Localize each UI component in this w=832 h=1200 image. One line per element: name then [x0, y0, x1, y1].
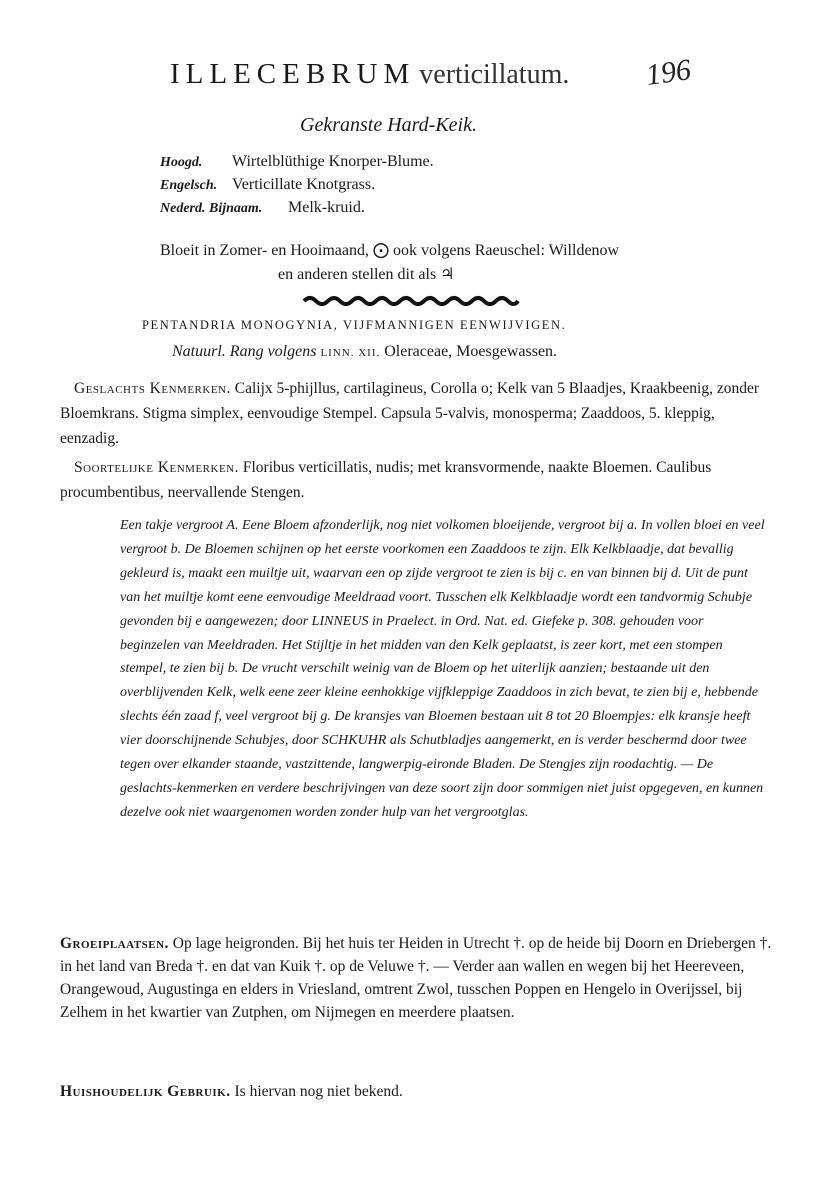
- household-use-heading: Huishoudelijk Gebruik.: [60, 1083, 231, 1100]
- growing-places: [60, 932, 772, 1024]
- title-species-handwritten: verticillatum.: [419, 59, 570, 90]
- name-row-dutch: [160, 197, 434, 220]
- genus-characteristics-heading: Geslachts Kenmerken.: [74, 380, 231, 397]
- title-genus: ILLECEBRUM: [170, 58, 416, 90]
- growing-places-heading: Groeiplaatsen.: [60, 935, 169, 952]
- section-heading: PENTANDRIA MONOGYNIA, VIJFMANNIGEN EENWIJVIGEN.: [142, 318, 567, 332]
- rank-suffix: Oleraceae, Moesgewassen.: [384, 343, 558, 360]
- species-characteristics: [60, 455, 766, 505]
- handwritten-page-number: 196: [643, 53, 694, 92]
- vernacular-names: [160, 151, 434, 220]
- ornament-divider: [302, 294, 520, 306]
- household-use: [60, 1079, 766, 1104]
- name-lang: Nederd. Bijnaam.: [160, 201, 263, 216]
- growing-places-text: Op lage heigronden. Bij het huis ter Heiden in Utrecht †. op de heide bij Doorn en Driebergen †. in het land van Breda †. en dat van Kuik †. op de Veluwe †. — Verder aan wallen en wegen bij het Heereveen, Orangewoud, Augustinga en elders in Vriesland, omtrent Zwol, tusschen Poppen en Hengelo in Overijssel, bij Zelhem in het kwartier van Zutphen, om Nijmegen en meerdere plaatsen.: [60, 935, 772, 1021]
- genus-characteristics: [60, 376, 766, 451]
- name-row-english: [160, 174, 434, 197]
- flowering-note: [160, 239, 619, 287]
- rank-linn: LINN. XII.: [320, 347, 381, 359]
- flowering-line-2: en anderen stellen dit als ♃: [278, 266, 455, 283]
- page-title: [170, 58, 569, 91]
- name-value: Wirtelblüthige Knorper-Blume.: [232, 153, 434, 170]
- page-subtitle: Gekranste Hard-Keik.: [300, 114, 477, 136]
- species-characteristics-heading: Soortelijke Kenmerken.: [74, 459, 239, 476]
- natural-rank: [172, 343, 557, 361]
- name-value: Verticillate Knotgrass.: [232, 176, 376, 193]
- name-row-german: [160, 151, 434, 174]
- name-lang: Hoogd.: [160, 155, 203, 170]
- species-characteristics-text: Floribus verticillatis, nudis; met kransvormende, naakte Bloemen. Caulibus procumbentibus, neervallende Stengen.: [60, 459, 712, 501]
- description-paragraph: Een takje vergroot A. Eene Bloem afzonderlijk, nog niet volkomen bloeijende, vergroot bij a. In vollen bloei en veel vergroot b. De Bloemen schijnen op het eerste voorkomen een Zaaddoos te zijn. Elk Kelkblaadje, dat bevallig gekleurd is, maakt een muiltje uit, waarvan een op zijde vergroot te zien is bij c. en van binnen bij d. Uit de punt van het muiltje komt eene eenvoudige Meeldraad voort. Tusschen elk Kelkblaadje wordt een tandvormig Schubje gevonden bij e aangewezen; door LINNEUS in Praelect. in Ord. Nat. ed. Giefeke p. 308. gehouden voor beginzelen van Meeldraden. Het Stijltje in het midden van den Kelk geplaatst, is zeer kort, met een stompen stempel, te zien bij b. De vrucht verschilt weinig van de Bloem op het uiterlijk aanzien; bestaande uit den overblijvenden Kelk, welk eene zeer kleine eenhokkige vijfkleppige Zaaddoos in zich bevat, te zien bij e, hebbende slechts één zaad f, veel vergroot bij g. De kransjes van Bloemen bestaan uit 8 tot 20 Bloempjes: elk kransje heeft vier doorschijnende Schubjes, door SCHKUHR als Schutbladjes aangemerkt, en is verder beschermd door twee tegen over elkander staande, vastzittende, langwerpig-eironde Bladen. De Stengjes zijn roodachtig. — De geslachts-kenmerken en verdere beschrijvingen van deze soort zijn door sommigen niet juist opgegeven, en kunnen dezelve ook niet waargenomen worden zonder hulp van het vergrootglas.: [120, 518, 765, 820]
- name-lang: Engelsch.: [160, 178, 218, 193]
- name-value: Melk-kruid.: [288, 199, 365, 216]
- genus-characteristics-text: Calijx 5-phijllus, cartilagineus, Corolla o; Kelk van 5 Blaadjes, Kraakbeenig, zonder Bloemkrans. Stigma simplex, eenvoudige Stempel. Capsula 5-valvis, monosperma; Zaaddoos, 5. kleppig, eenzadig.: [60, 380, 760, 447]
- household-use-text: Is hiervan nog niet bekend.: [234, 1083, 403, 1100]
- flowering-line-1: Bloeit in Zomer- en Hooimaand, ⨀ ook volgens Raeuschel: Willdenow: [160, 242, 620, 259]
- rank-prefix: Natuurl. Rang volgens: [172, 343, 317, 360]
